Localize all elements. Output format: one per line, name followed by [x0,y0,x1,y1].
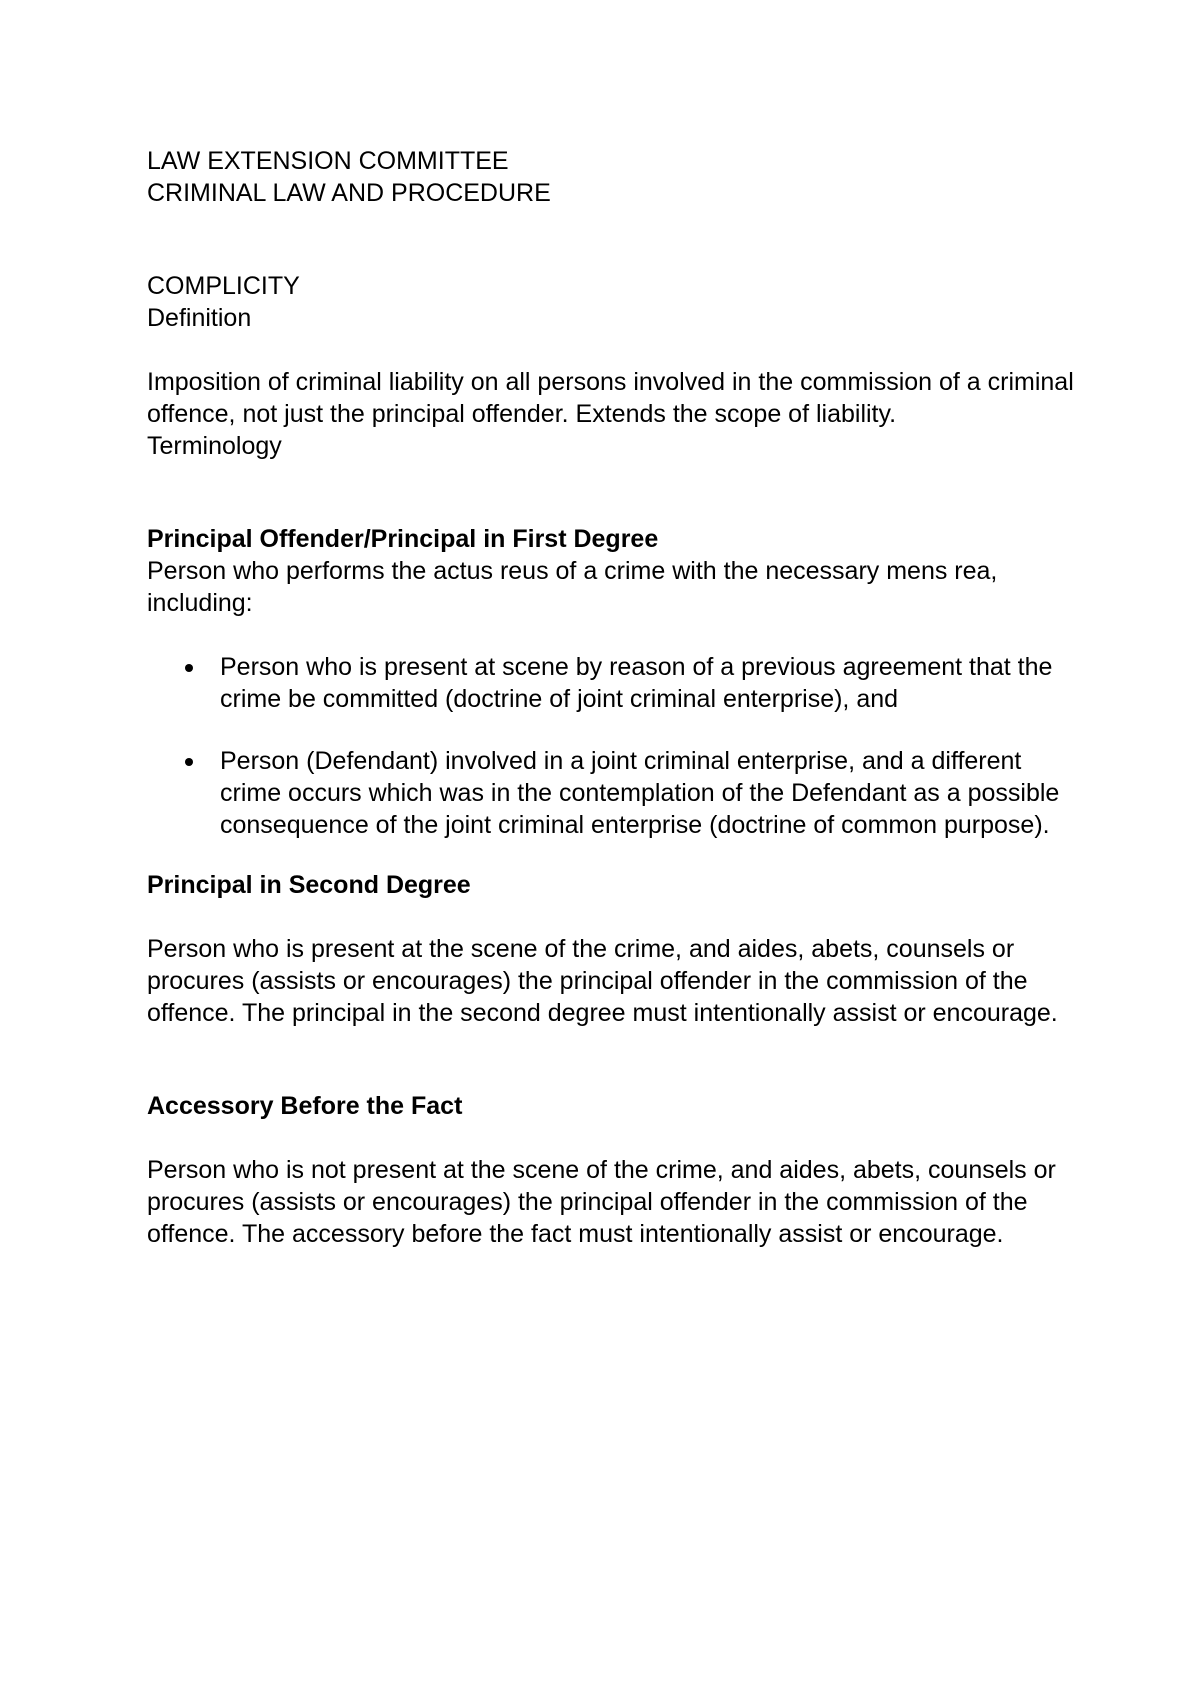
section-body: Person who is not present at the scene of the crime, and aides, abets, counsels or procures (assists or encourages) the principal offender in the commission of the offence. The accessory before the fact must intentionally assist or encourage. [147,1156,1056,1248]
spacer [147,334,1077,366]
spacer [147,462,1077,523]
list-item-text: Person who is present at scene by reason of a previous agreement that the crime be committed (doctrine of joint criminal enterprise), and [220,653,1053,713]
section-heading: Accessory Before the Fact [147,1092,463,1120]
topic-subtitle: Definition [147,304,252,332]
list-item [147,745,1077,841]
bullet-list [147,651,1077,841]
spacer [147,841,1077,869]
definition-text: Imposition of criminal liability on all persons involved in the commission of a criminal offence, not just the principal offender. Extends the scope of liability. [147,368,1074,428]
section-heading: Principal in Second Degree [147,871,471,899]
header-line-2: CRIMINAL LAW AND PROCEDURE [147,179,551,207]
section-principal-second-degree [147,869,1077,1029]
header-line-1: LAW EXTENSION COMMITTEE [147,147,509,175]
bullet-icon [185,664,193,672]
section-heading: Principal Offender/Principal in First Degree [147,525,659,553]
section-principal-first-degree [147,523,1077,841]
list-item-text: Person (Defendant) involved in a joint criminal enterprise, and a different crime occurs which was in the contemplation of the Defendant as a possible consequence of the joint criminal enterprise (doctrine of common purpose). [220,747,1060,839]
section-accessory-before-fact [147,1090,1077,1250]
spacer [147,209,1077,270]
section-body: Person who is present at the scene of the crime, and aides, abets, counsels or procures (assists or encourages) the principal offender in the commission of the offence. The principal in the second degree must intentionally assist or encourage. [147,935,1058,1027]
document-content [147,145,1077,1250]
bullet-icon [185,758,193,766]
spacer [147,619,1077,651]
section-body: Person who performs the actus reus of a crime with the necessary mens rea, including: [147,557,998,617]
terminology-label: Terminology [147,432,282,460]
list-item [147,651,1077,715]
spacer [147,1029,1077,1090]
spacer [147,1122,1077,1154]
spacer [147,901,1077,933]
topic-title: COMPLICITY [147,272,300,300]
